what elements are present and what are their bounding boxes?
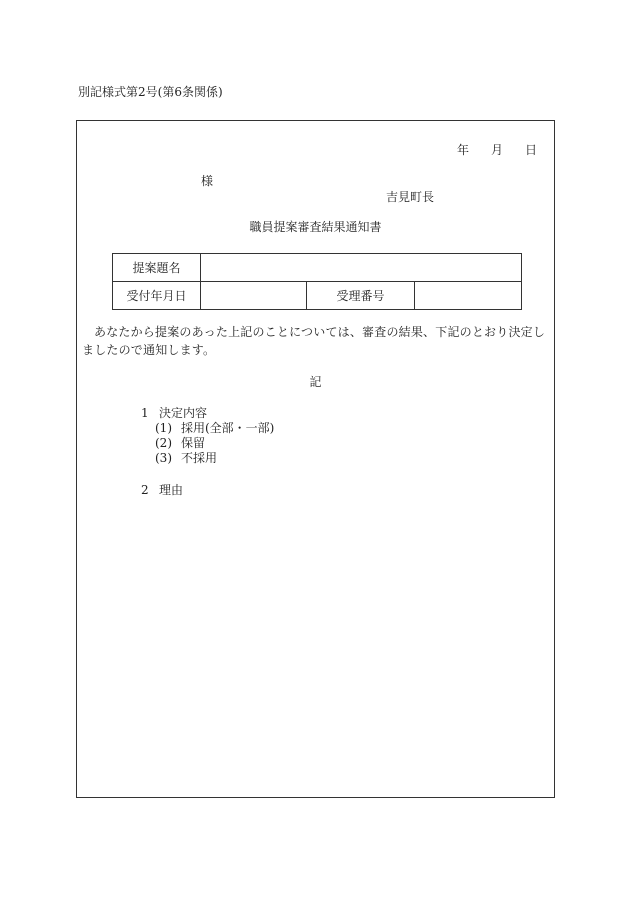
proposal-info-table: [112, 253, 522, 310]
form-number: 別記様式第2号(第6条関係): [78, 85, 223, 99]
proposal-title-value: [201, 254, 522, 282]
item-number: 1: [141, 406, 149, 420]
notice-body-text: あなたから提案のあった上記のことについては、審査の結果、下記のとおり決定しましたので通知します。: [82, 325, 546, 357]
subitem-number: (3): [155, 451, 172, 465]
notice-frame: [76, 120, 555, 798]
table-row: [113, 254, 522, 282]
item-number: 2: [141, 483, 149, 497]
subitem-label: 採用(全部・一部): [181, 421, 275, 435]
subitem-label: 不採用: [181, 451, 218, 465]
date-day-label: 日: [524, 143, 537, 157]
issuer-name: 吉見町長: [386, 190, 435, 204]
document-title: 職員提案審査結果通知書: [249, 220, 382, 234]
item-label: 理由: [159, 483, 184, 497]
receipt-number-value: [415, 282, 522, 310]
addressee-suffix: 様: [201, 174, 214, 188]
reception-date-value: [201, 282, 307, 310]
item-label: 決定内容: [159, 406, 208, 420]
item-reason: [141, 481, 183, 498]
date-line: [457, 141, 537, 158]
date-month-label: 月: [490, 143, 503, 157]
table-row: [113, 282, 522, 310]
proposal-title-label: 提案題名: [113, 254, 201, 282]
ki-heading: 記: [309, 375, 322, 389]
subitem-rejected: [155, 449, 217, 466]
receipt-number-label: 受理番号: [307, 282, 415, 310]
subitem-number: (2): [155, 436, 172, 450]
date-year-label: 年: [456, 143, 469, 157]
subitem-number: (1): [155, 421, 172, 435]
reception-date-label: 受付年月日: [113, 282, 201, 310]
subitem-label: 保留: [181, 436, 206, 450]
